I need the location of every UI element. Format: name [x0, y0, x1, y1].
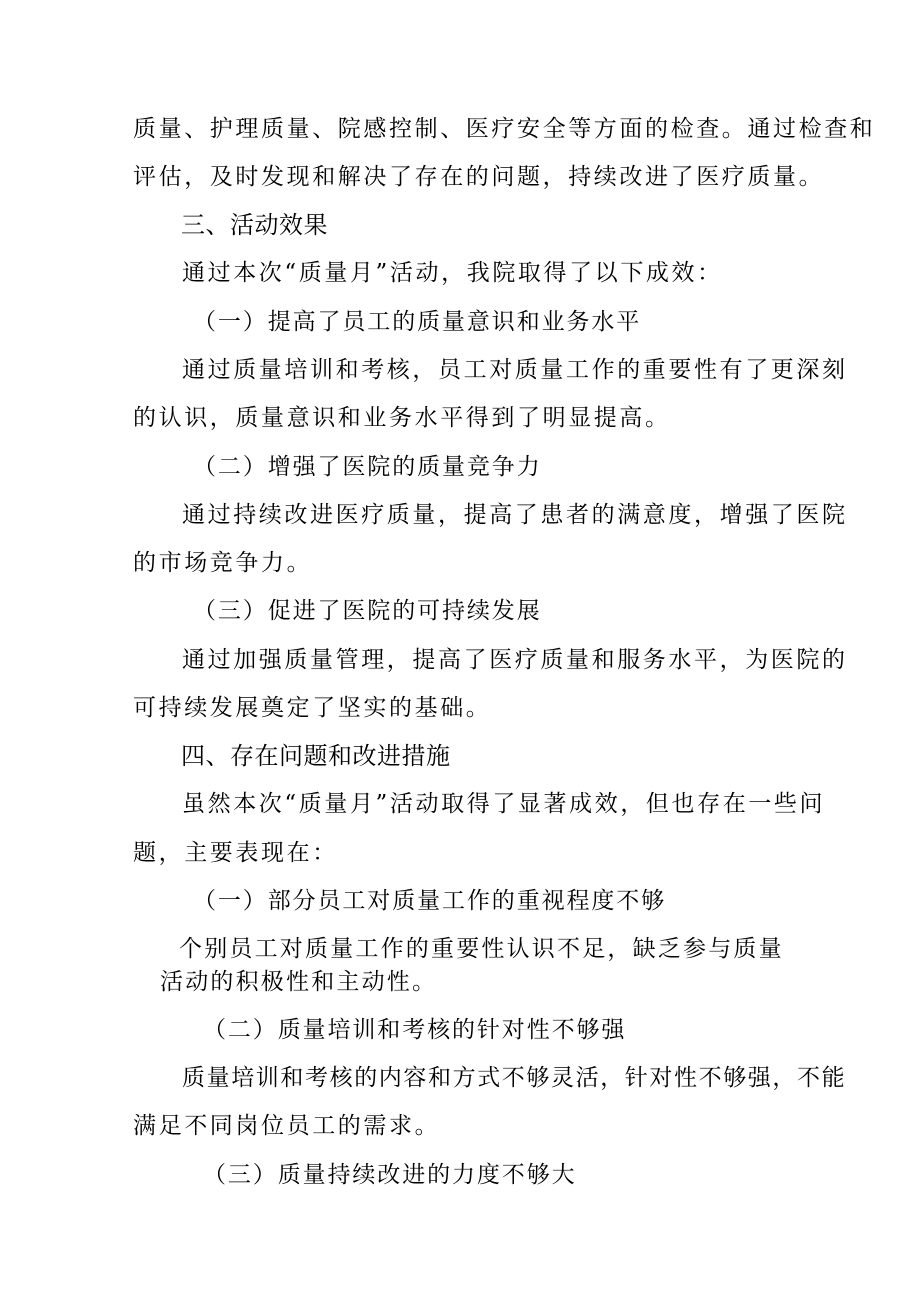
subheading-3-2: （二）增强了医院的质量竞争力: [193, 454, 542, 480]
paragraph-line: 通过加强质量管理，提高了医疗质量和服务水平，为医院的: [182, 647, 848, 673]
paragraph-line: 通过持续改进医疗质量，提高了患者的满意度，增强了医院: [182, 502, 848, 528]
paragraph-line: 虽然本次“质量月”活动取得了显著成效，但也存在一些问: [182, 791, 826, 817]
paragraph-line: 个别员工对质量工作的重要性认识不足，缺乏参与质量: [179, 936, 784, 962]
subheading-3-1: （一）提高了员工的质量意识和业务水平: [193, 309, 642, 335]
paragraph-line: 满足不同岗位员工的需求。: [133, 1113, 441, 1139]
subheading-4-2: （二）质量培训和考核的针对性不够强: [203, 1017, 627, 1043]
paragraph-line: 的市场竞争力。: [133, 550, 313, 576]
section-heading-3: 三、活动效果: [181, 211, 328, 239]
section-heading-4: 四、存在问题和改进措施: [181, 742, 451, 770]
subheading-4-1: （一）部分员工对质量工作的重视程度不够: [193, 888, 667, 914]
paragraph-line: 质量培训和考核的内容和方式不够灵活，针对性不够强，不能: [182, 1065, 847, 1091]
paragraph-line: 活动的积极性和主动性。: [160, 969, 438, 995]
paragraph-line: 题，主要表现在：: [133, 840, 338, 866]
paragraph-line: 可持续发展奠定了坚实的基础。: [133, 695, 492, 721]
paragraph-line: 通过本次“质量月”活动，我院取得了以下成效：: [182, 260, 723, 286]
subheading-3-3: （三）促进了医院的可持续发展: [193, 598, 542, 624]
paragraph-line: 质量、护理质量、院感控制、医疗安全等方面的检查。通过检查和: [133, 116, 876, 142]
paragraph-line: 通过质量培训和考核，员工对质量工作的重要性有了更深刻: [182, 357, 848, 383]
subheading-4-3: （三）质量持续改进的力度不够大: [203, 1162, 577, 1188]
paragraph-line: 的认识，质量意识和业务水平得到了明显提高。: [133, 405, 671, 431]
paragraph-line: 评估，及时发现和解决了存在的问题，持续改进了医疗质量。: [133, 164, 825, 190]
